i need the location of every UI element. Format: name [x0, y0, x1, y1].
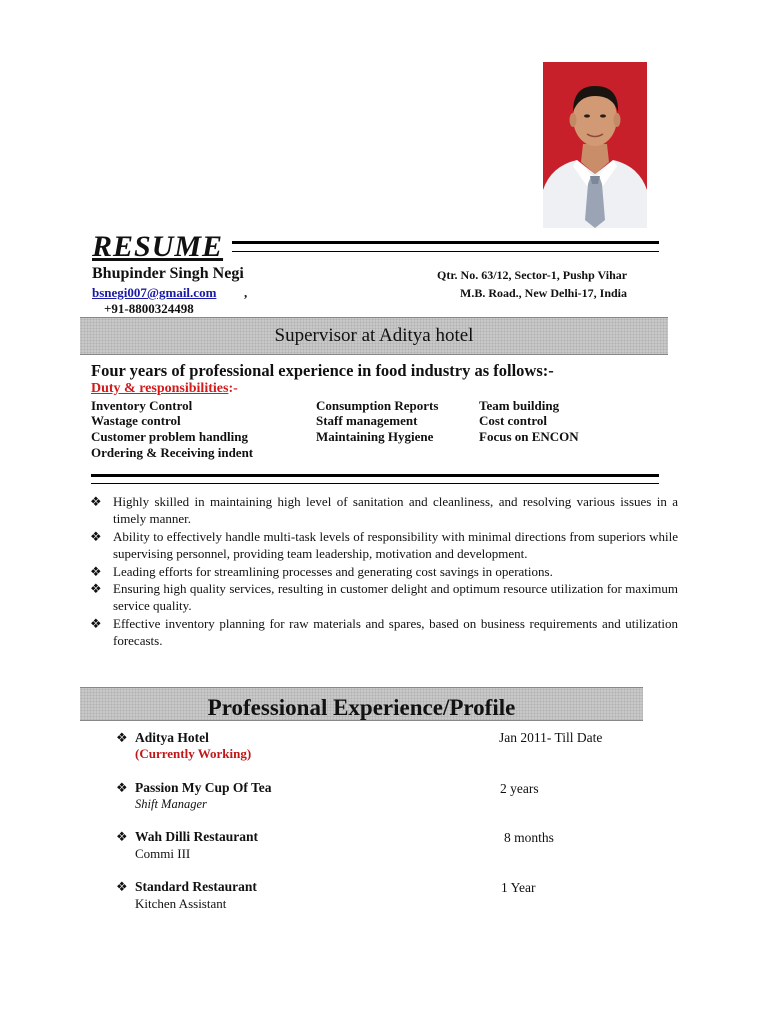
employment-period: Jan 2011- Till Date	[499, 730, 603, 745]
company-name: Aditya Hotel	[135, 730, 209, 745]
bullet-diamond-icon: ❖	[116, 829, 128, 844]
address-line-2: M.B. Road., New Delhi-17, India	[460, 286, 628, 300]
list-item	[90, 563, 678, 580]
role-title: Kitchen Assistant	[135, 896, 227, 911]
employment-period: 1 Year	[501, 880, 536, 895]
duty-item: Team building	[479, 398, 560, 413]
bullet-diamond-icon: ❖	[90, 615, 102, 631]
duty-heading	[91, 381, 238, 397]
professional-experience-title: Professional Experience/Profile	[207, 695, 516, 720]
resume-title: RESUME	[92, 230, 224, 263]
duty-item: Inventory Control	[91, 398, 193, 413]
duty-item: Customer problem handling	[91, 429, 248, 444]
bullet-diamond-icon: ❖	[116, 780, 128, 795]
profile-photo	[543, 62, 647, 228]
current-role-title: Supervisor at Aditya hotel	[274, 325, 474, 346]
company-name: Wah Dilli Restaurant	[135, 829, 259, 844]
role-title: (Currently Working)	[135, 746, 252, 761]
duty-item: Wastage control	[91, 413, 181, 428]
list-item	[90, 528, 678, 563]
professional-experience-banner	[80, 687, 643, 721]
highlight-text: Effective inventory planning for raw materials and spares, based on business requirements and utilization forecasts.	[113, 615, 678, 649]
duty-label: Duty & responsibilities	[91, 381, 229, 396]
candidate-name: Bhupinder Singh Negi	[92, 265, 244, 282]
list-item	[90, 493, 678, 528]
email-link[interactable]: bsnegi007@gmail.com	[92, 285, 217, 300]
highlight-text: Highly skilled in maintaining high level of sanitation and cleanliness, and resolving various issues in a timely manner.	[113, 494, 678, 527]
section-divider	[91, 474, 659, 484]
duty-item: Focus on ENCON	[479, 429, 579, 444]
current-role-banner	[80, 317, 668, 355]
duty-item: Staff management	[316, 413, 418, 428]
bullet-diamond-icon: ❖	[116, 879, 128, 894]
company-name: Passion My Cup Of Tea	[135, 780, 272, 795]
highlight-text: Ensuring high quality services, resulting in customer delight and optimum resource utilization for maximum service quality.	[113, 581, 678, 614]
highlight-text: Leading efforts for streamlining processes and generating cost savings in operations.	[113, 563, 553, 579]
role-title: Commi III	[135, 846, 191, 861]
company-name: Standard Restaurant	[135, 879, 257, 894]
list-item	[90, 615, 678, 650]
bullet-diamond-icon: ❖	[90, 563, 102, 579]
list-item	[90, 580, 678, 615]
address-line-1: Qtr. No. 63/12, Sector-1, Pushp Vihar	[437, 268, 628, 282]
role-title: Shift Manager	[135, 797, 207, 811]
employment-period: 2 years	[500, 781, 539, 796]
bullet-diamond-icon: ❖	[90, 528, 102, 544]
bullet-diamond-icon: ❖	[90, 494, 102, 509]
title-divider	[232, 241, 659, 252]
duty-suffix: :-	[228, 381, 238, 396]
phone-number: +91-8800324498	[104, 301, 194, 316]
duty-item: Cost control	[479, 413, 548, 428]
experience-summary-heading: Four years of professional experience in food industry as follows:-	[91, 361, 554, 380]
email-separator: ,	[244, 285, 248, 300]
duty-item: Consumption Reports	[316, 398, 439, 413]
highlight-text: Ability to effectively handle multi-task levels of responsibility with minimal directions from superiors while supervising personnel, providing team leadership, motivation and development.	[113, 528, 678, 562]
bullet-diamond-icon: ❖	[116, 730, 128, 745]
duty-item: Maintaining Hygiene	[316, 429, 434, 444]
bullet-diamond-icon: ❖	[90, 581, 102, 597]
highlights-list	[90, 493, 678, 650]
duty-item: Ordering & Receiving indent	[91, 445, 254, 460]
employment-period: 8 months	[504, 830, 554, 845]
